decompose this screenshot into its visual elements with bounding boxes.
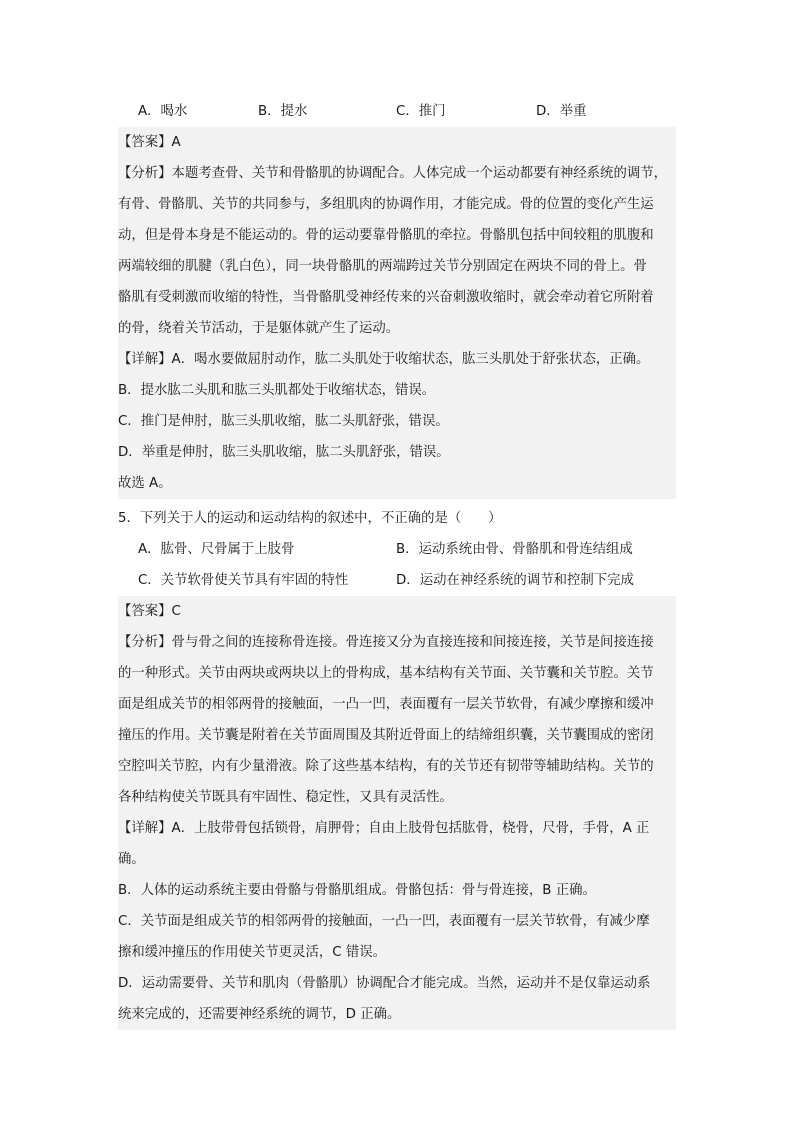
- q4-analysis-line: 骼肌有受刺激而收缩的特性，当骨骼肌受神经传来的兴奋刺激收缩时，就会牵动着它所附着: [118, 290, 654, 305]
- q5-analysis-line: 面是组成关节的相邻两骨的接触面，一凸一凹，表面覆有一层关节软骨，有减少摩擦和缓冲: [118, 697, 654, 712]
- q5-detail-line: C．关节面是组成关节的相邻两骨的接触面，一凸一凹，表面覆有一层关节软骨，有减少摩: [118, 914, 650, 929]
- q5-analysis-line: 各种结构使关节既具有牢固性、稳定性，又具有灵活性。: [118, 790, 453, 805]
- q4-analysis-line: 两端较细的肌腱（乳白色），同一块骨骼肌的两端跨过关节分别固定在两块不同的骨上。骨: [118, 259, 647, 274]
- q5-analysis-line: 空腔叫关节腔，内有少量滑液。除了这些基本结构，有的关节还有韧带等辅助结构。关节的: [118, 759, 654, 774]
- q4-detail-line: 【详解】A．喝水要做屈肘动作，肱二头肌处于收缩状态，肱三头肌处于舒张状态，正确。: [118, 352, 650, 367]
- q5-option-a: A．肱骨、尺骨属于上肢骨: [138, 542, 295, 557]
- q5-analysis-line: 的一种形式。关节由两块或两块以上的骨构成，基本结构有关节面、关节囊和关节腔。关节: [118, 666, 654, 681]
- q4-detail-line: 故选 A。: [118, 476, 172, 491]
- q5-analysis-line: 【分析】骨与骨之间的连接称骨连接。骨连接又分为直接连接和间接连接，关节是间接连接: [118, 635, 654, 650]
- q4-detail-line: D．举重是伸肘，肱三头肌收缩，肱二头肌舒张，错误。: [118, 445, 450, 460]
- q4-detail-line: C．推门是伸肘，肱三头肌收缩，肱二头肌舒张，错误。: [118, 414, 449, 429]
- q5-option-d: D．运动在神经系统的调节和控制下完成: [396, 573, 634, 588]
- q4-options: [118, 96, 676, 127]
- q4-option-c: C．推门: [396, 104, 446, 119]
- q5-detail-line: 擦和缓冲撞压的作用使关节更灵活，C 错误。: [118, 945, 387, 960]
- q4-option-b: B．提水: [258, 104, 308, 119]
- q5-option-b: B．运动系统由骨、骨骼肌和骨连结组成: [396, 542, 633, 557]
- q4-analysis-line: 有骨、骨骼肌、关节的共同参与，多组肌肉的协调作用，才能完成。骨的位置的变化产生运: [118, 197, 654, 212]
- q5-detail-line: 确。: [118, 852, 145, 867]
- q5-answer: 【答案】C: [118, 604, 181, 619]
- q4-detail-line: B．提水肱二头肌和肱三头肌都处于收缩状态，错误。: [118, 383, 436, 398]
- q5-detail-line: D．运动需要骨、关节和肌肉（骨骼肌）协调配合才能完成。当然，运动并不是仅靠运动系: [118, 976, 651, 991]
- q5-option-c: C．关节软骨使关节具有牢固的特性: [138, 573, 349, 588]
- q4-analysis-line: 动，但是骨本身是不能运动的。骨的运动要靠骨骼肌的牵拉。骨骼肌包括中间较粗的肌腹和: [118, 228, 654, 243]
- q4-analysis-line: 的骨，绕着关节活动，于是躯体就产生了运动。: [118, 321, 400, 336]
- q5-detail-line: 【详解】A．上肢带骨包括锁骨，肩胛骨；自由上肢骨包括肱骨，桡骨，尺骨，手骨，A 正: [118, 821, 650, 836]
- q5-question-block: [118, 503, 676, 596]
- q5-detail-line: B．人体的运动系统主要由骨骼与骨骼肌组成。骨骼包括：骨与骨连接，B 正确。: [118, 883, 596, 898]
- q4-answer: 【答案】A: [118, 135, 181, 150]
- q4-solution: [118, 127, 676, 499]
- q5-detail-line: 统来完成的，还需要神经系统的调节，D 正确。: [118, 1007, 401, 1022]
- q5-solution: [118, 596, 676, 1030]
- q4-analysis-line: 【分析】本题考查骨、关节和骨骼肌的协调配合。人体完成一个运动都要有神经系统的调节，: [118, 166, 668, 181]
- q4-option-d: D．举重: [536, 104, 587, 119]
- q4-option-a: A．喝水: [138, 104, 188, 119]
- q5-analysis-line: 撞压的作用。关节囊是附着在关节面周围及其附近骨面上的结缔组织囊，关节囊围成的密闭: [118, 728, 654, 743]
- q5-question-text: 5．下列关于人的运动和运动结构的叙述中，不正确的是（ ）: [118, 511, 502, 526]
